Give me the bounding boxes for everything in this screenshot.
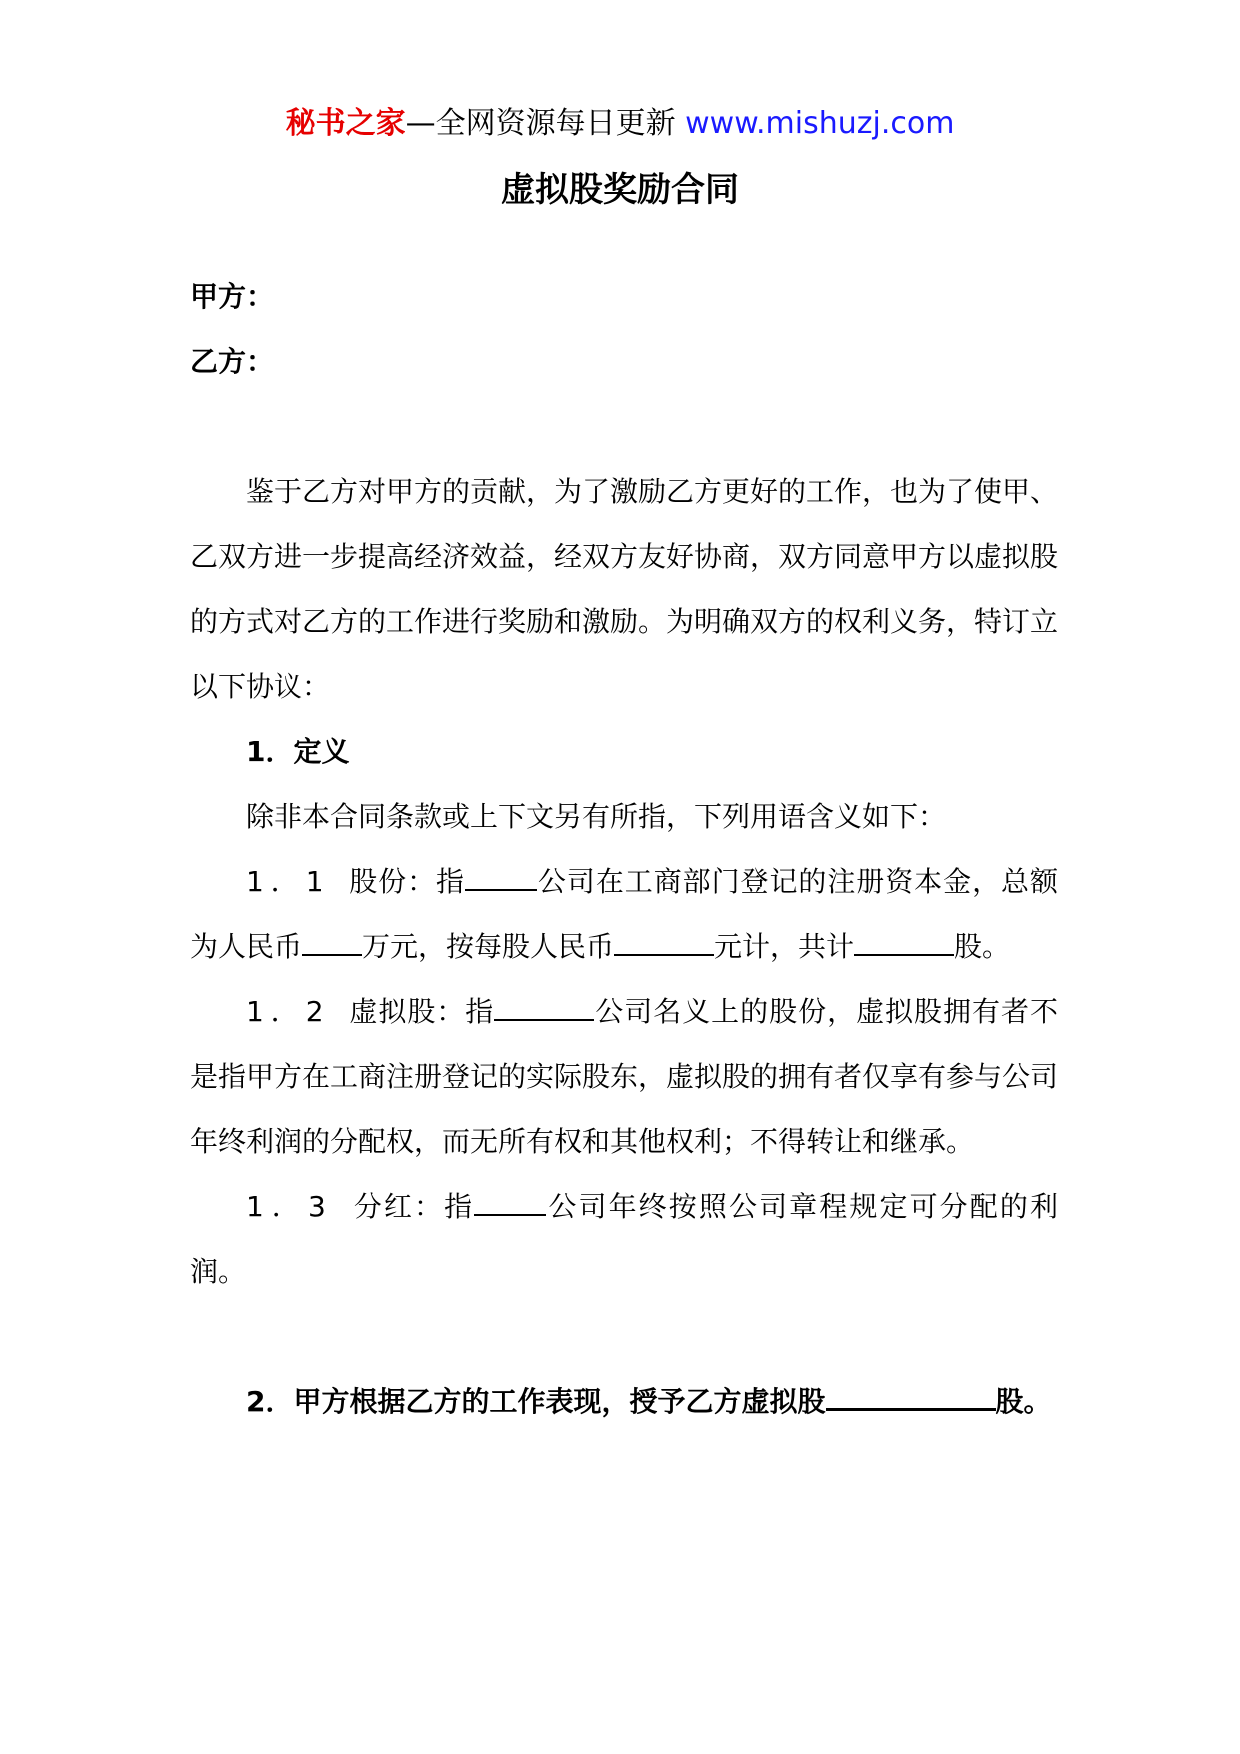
clause-text: 虚拟股：指 (349, 995, 495, 1028)
fill-blank (465, 863, 537, 891)
clause-number: 1．2 (246, 995, 330, 1028)
fill-blank (302, 928, 362, 956)
clause-text: 股。 (954, 930, 1011, 963)
fill-blank (474, 1188, 546, 1216)
clause-text: 公司年终按照公司章程规定可分配的利润。 (190, 1190, 1058, 1288)
site-url-link[interactable]: www.mishuzj.com (685, 106, 955, 141)
section-2-text: 股。 (995, 1385, 1052, 1418)
clause-number: 1．1 (246, 865, 330, 898)
clause-text: 万元，按每股人民币 (362, 930, 615, 963)
clause-1-1 (190, 849, 1058, 979)
site-tagline: —全网资源每日更新 (405, 106, 686, 141)
fill-blank (614, 928, 714, 956)
clause-text: 分红：指 (353, 1190, 475, 1223)
spacer (190, 1304, 1058, 1369)
section-2 (190, 1369, 1058, 1434)
fill-blank (854, 928, 954, 956)
party-a-label: 甲方： (190, 280, 275, 313)
clause-number: 1．3 (246, 1190, 332, 1223)
clause-text: 元计，共计 (714, 930, 855, 963)
clause-1-3 (190, 1174, 1058, 1304)
site-header (0, 104, 1240, 144)
section-2-text: 2．甲方根据乙方的工作表现，授予乙方虚拟股 (246, 1385, 826, 1418)
clause-text: 公司在工商部门登记的注册资本金，总额为人民币 (190, 865, 1058, 963)
fill-blank (494, 993, 594, 1021)
section-1-lead: 除非本合同条款或上下文另有所指，下列用语含义如下： (246, 800, 947, 833)
section-1-heading: 1．定义 (246, 735, 350, 768)
site-brand: 秘书之家 (285, 106, 406, 141)
document-title: 虚拟股奖励合同 (501, 170, 739, 210)
party-b-label: 乙方： (190, 345, 275, 378)
document-body (190, 264, 1058, 1434)
intro-paragraph: 鉴于乙方对甲方的贡献，为了激励乙方更好的工作，也为了使甲、乙双方进一步提高经济效益，经双方友好协商，双方同意甲方以虚拟股的方式对乙方的工作进行奖励和激励。为明确双方的权利义务，特订立以下协议： (190, 475, 1059, 703)
clause-text: 公司名义上的股份，虚拟股拥有者不是指甲方在工商注册登记的实际股东，虚拟股的拥有者仅享有参与公司年终利润的分配权，而无所有权和其他权利；不得转让和继承。 (190, 995, 1059, 1158)
clause-1-2 (190, 979, 1058, 1174)
spacer (190, 394, 1058, 459)
fill-blank (826, 1382, 996, 1411)
clause-text: 股份：指 (349, 865, 465, 898)
